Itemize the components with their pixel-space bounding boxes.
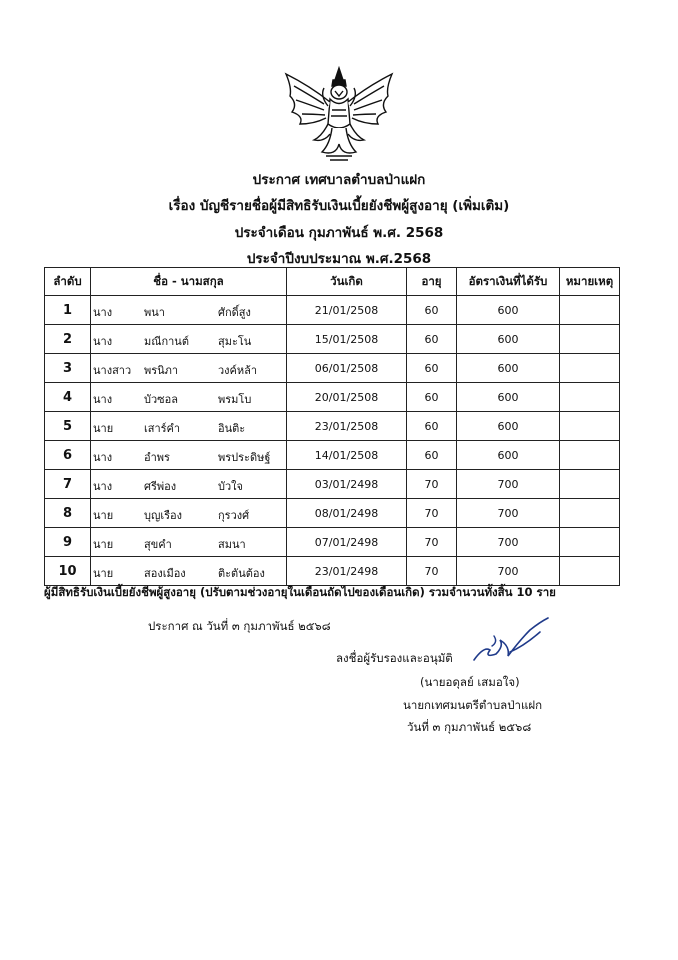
table-row: [45, 470, 620, 499]
table-row: [45, 296, 620, 325]
column-header-note: หมายเหตุ: [560, 268, 620, 296]
row-note: [560, 296, 620, 325]
row-amount: 600: [457, 296, 560, 325]
row-dob: 15/01/2508: [287, 325, 407, 354]
row-amount: 700: [457, 557, 560, 586]
row-order: 7: [45, 470, 91, 499]
sign-date: วันที่ ๓ กุมภาพันธ์ ๒๕๖๘: [407, 720, 532, 734]
row-note: [560, 557, 620, 586]
column-header-amount: อัตราเงินที่ได้รับ: [457, 268, 560, 296]
column-header-dob: วันเกิด: [287, 268, 407, 296]
row-full-name: [91, 354, 287, 383]
signer-position: นายกเทศมนตรีตำบลป่าแฝก: [403, 698, 543, 712]
row-last-name: ติะตันต้อง: [218, 567, 265, 580]
row-full-name: [91, 499, 287, 528]
announcement-fiscal-year: ประจำปีงบประมาณ พ.ศ.2568: [246, 251, 432, 267]
row-first-name: พรนิภา: [144, 364, 179, 377]
row-dob: 03/01/2498: [287, 470, 407, 499]
row-title: นาง: [93, 306, 113, 319]
row-title: นาย: [93, 538, 114, 551]
column-header-order: ลำดับ: [45, 268, 91, 296]
row-first-name: พนา: [144, 306, 165, 319]
row-title: นาง: [93, 393, 113, 406]
row-order: 6: [45, 441, 91, 470]
table-row: [45, 528, 620, 557]
row-age: 70: [407, 528, 457, 557]
table-row: [45, 412, 620, 441]
row-amount: 600: [457, 383, 560, 412]
row-note: [560, 441, 620, 470]
row-amount: 700: [457, 499, 560, 528]
row-order: 1: [45, 296, 91, 325]
row-age: 70: [407, 470, 457, 499]
row-title: นาย: [93, 509, 114, 522]
row-full-name: [91, 325, 287, 354]
row-note: [560, 412, 620, 441]
row-age: 70: [407, 557, 457, 586]
row-dob: 07/01/2498: [287, 528, 407, 557]
row-order: 5: [45, 412, 91, 441]
row-age: 60: [407, 412, 457, 441]
table-row: [45, 383, 620, 412]
row-amount: 600: [457, 412, 560, 441]
row-first-name: เสาร์คำ: [144, 422, 181, 435]
row-title: นางสาว: [93, 364, 132, 377]
row-dob: 23/01/2498: [287, 557, 407, 586]
handwritten-signature: [470, 616, 552, 664]
row-note: [560, 528, 620, 557]
row-title: นาย: [93, 422, 114, 435]
row-age: 60: [407, 296, 457, 325]
row-dob: 21/01/2508: [287, 296, 407, 325]
row-note: [560, 470, 620, 499]
summary-text: ผู้มีสิทธิรับเงินเบี้ยยังชีพผู้สูงอายุ (ปรับตามช่วงอายุในเดือนถัดไปของเดือนเกิด) รวมจำนวนทั้งสิ้น 10 ราย: [44, 585, 556, 599]
row-order: 9: [45, 528, 91, 557]
row-title: นาง: [93, 451, 113, 464]
row-first-name: บุญเรือง: [144, 509, 183, 522]
row-amount: 700: [457, 528, 560, 557]
row-first-name: บัวซอล: [144, 393, 178, 406]
row-last-name: กุรวงศ์: [218, 509, 250, 522]
row-age: 60: [407, 383, 457, 412]
row-first-name: มณีกานต์: [144, 335, 189, 348]
table-header-row: [45, 268, 620, 296]
row-dob: 08/01/2498: [287, 499, 407, 528]
row-amount: 600: [457, 325, 560, 354]
table-row: [45, 557, 620, 586]
column-header-age: อายุ: [407, 268, 457, 296]
garuda-emblem-icon: [280, 66, 398, 164]
row-last-name: สมนา: [218, 538, 246, 551]
row-full-name: [91, 296, 287, 325]
row-age: 70: [407, 499, 457, 528]
announcement-subject: เรื่อง บัญชีรายชื่อผู้มีสิทธิรับเงินเบี้ยยังชีพผู้สูงอายุ (เพิ่มเติม): [168, 198, 510, 214]
row-note: [560, 499, 620, 528]
row-order: 3: [45, 354, 91, 383]
table-row: [45, 354, 620, 383]
table-row: [45, 325, 620, 354]
row-last-name: บัวใจ: [218, 480, 243, 493]
row-last-name: วงค์หล้า: [218, 364, 258, 377]
row-order: 2: [45, 325, 91, 354]
row-full-name: [91, 441, 287, 470]
row-note: [560, 325, 620, 354]
row-amount: 700: [457, 470, 560, 499]
row-order: 8: [45, 499, 91, 528]
row-age: 60: [407, 325, 457, 354]
row-dob: 14/01/2508: [287, 441, 407, 470]
row-last-name: อินติะ: [218, 422, 246, 435]
row-full-name: [91, 412, 287, 441]
row-full-name: [91, 470, 287, 499]
column-header-name: ชื่อ - นามสกุล: [91, 268, 287, 296]
row-title: นาย: [93, 567, 114, 580]
row-last-name: สุมะโน: [218, 335, 252, 348]
row-full-name: [91, 557, 287, 586]
row-order: 4: [45, 383, 91, 412]
table-body: [45, 296, 620, 586]
row-first-name: อำพร: [144, 451, 170, 464]
row-first-name: สองเมือง: [144, 567, 186, 580]
signer-name: (นายอดุลย์ เสมอใจ): [420, 675, 520, 689]
row-age: 60: [407, 441, 457, 470]
row-last-name: พรมโบ: [218, 393, 252, 406]
row-first-name: สุขคำ: [144, 538, 172, 551]
row-full-name: [91, 383, 287, 412]
row-first-name: ศรีพ่อง: [144, 480, 177, 493]
row-amount: 600: [457, 441, 560, 470]
announcement-month: ประจำเดือน กุมภาพันธ์ พ.ศ. 2568: [234, 225, 444, 241]
row-full-name: [91, 528, 287, 557]
table-row: [45, 441, 620, 470]
row-dob: 23/01/2508: [287, 412, 407, 441]
row-order: 10: [45, 557, 91, 586]
row-dob: 20/01/2508: [287, 383, 407, 412]
approval-sign-label: ลงชื่อผู้รับรองและอนุมัติ: [336, 651, 453, 665]
row-dob: 06/01/2508: [287, 354, 407, 383]
row-amount: 600: [457, 354, 560, 383]
announcement-date: ประกาศ ณ วันที่ ๓ กุมภาพันธ์ ๒๕๖๘: [148, 619, 331, 633]
row-last-name: ศักดิ์สูง: [218, 306, 251, 319]
row-title: นาง: [93, 480, 113, 493]
row-age: 60: [407, 354, 457, 383]
row-note: [560, 383, 620, 412]
row-last-name: พรประดิษฐ์: [218, 451, 271, 464]
row-note: [560, 354, 620, 383]
table-row: [45, 499, 620, 528]
beneficiary-table: [44, 267, 620, 586]
announcement-heading: ประกาศ เทศบาลตำบลป่าแฝก: [252, 172, 426, 188]
row-title: นาง: [93, 335, 113, 348]
